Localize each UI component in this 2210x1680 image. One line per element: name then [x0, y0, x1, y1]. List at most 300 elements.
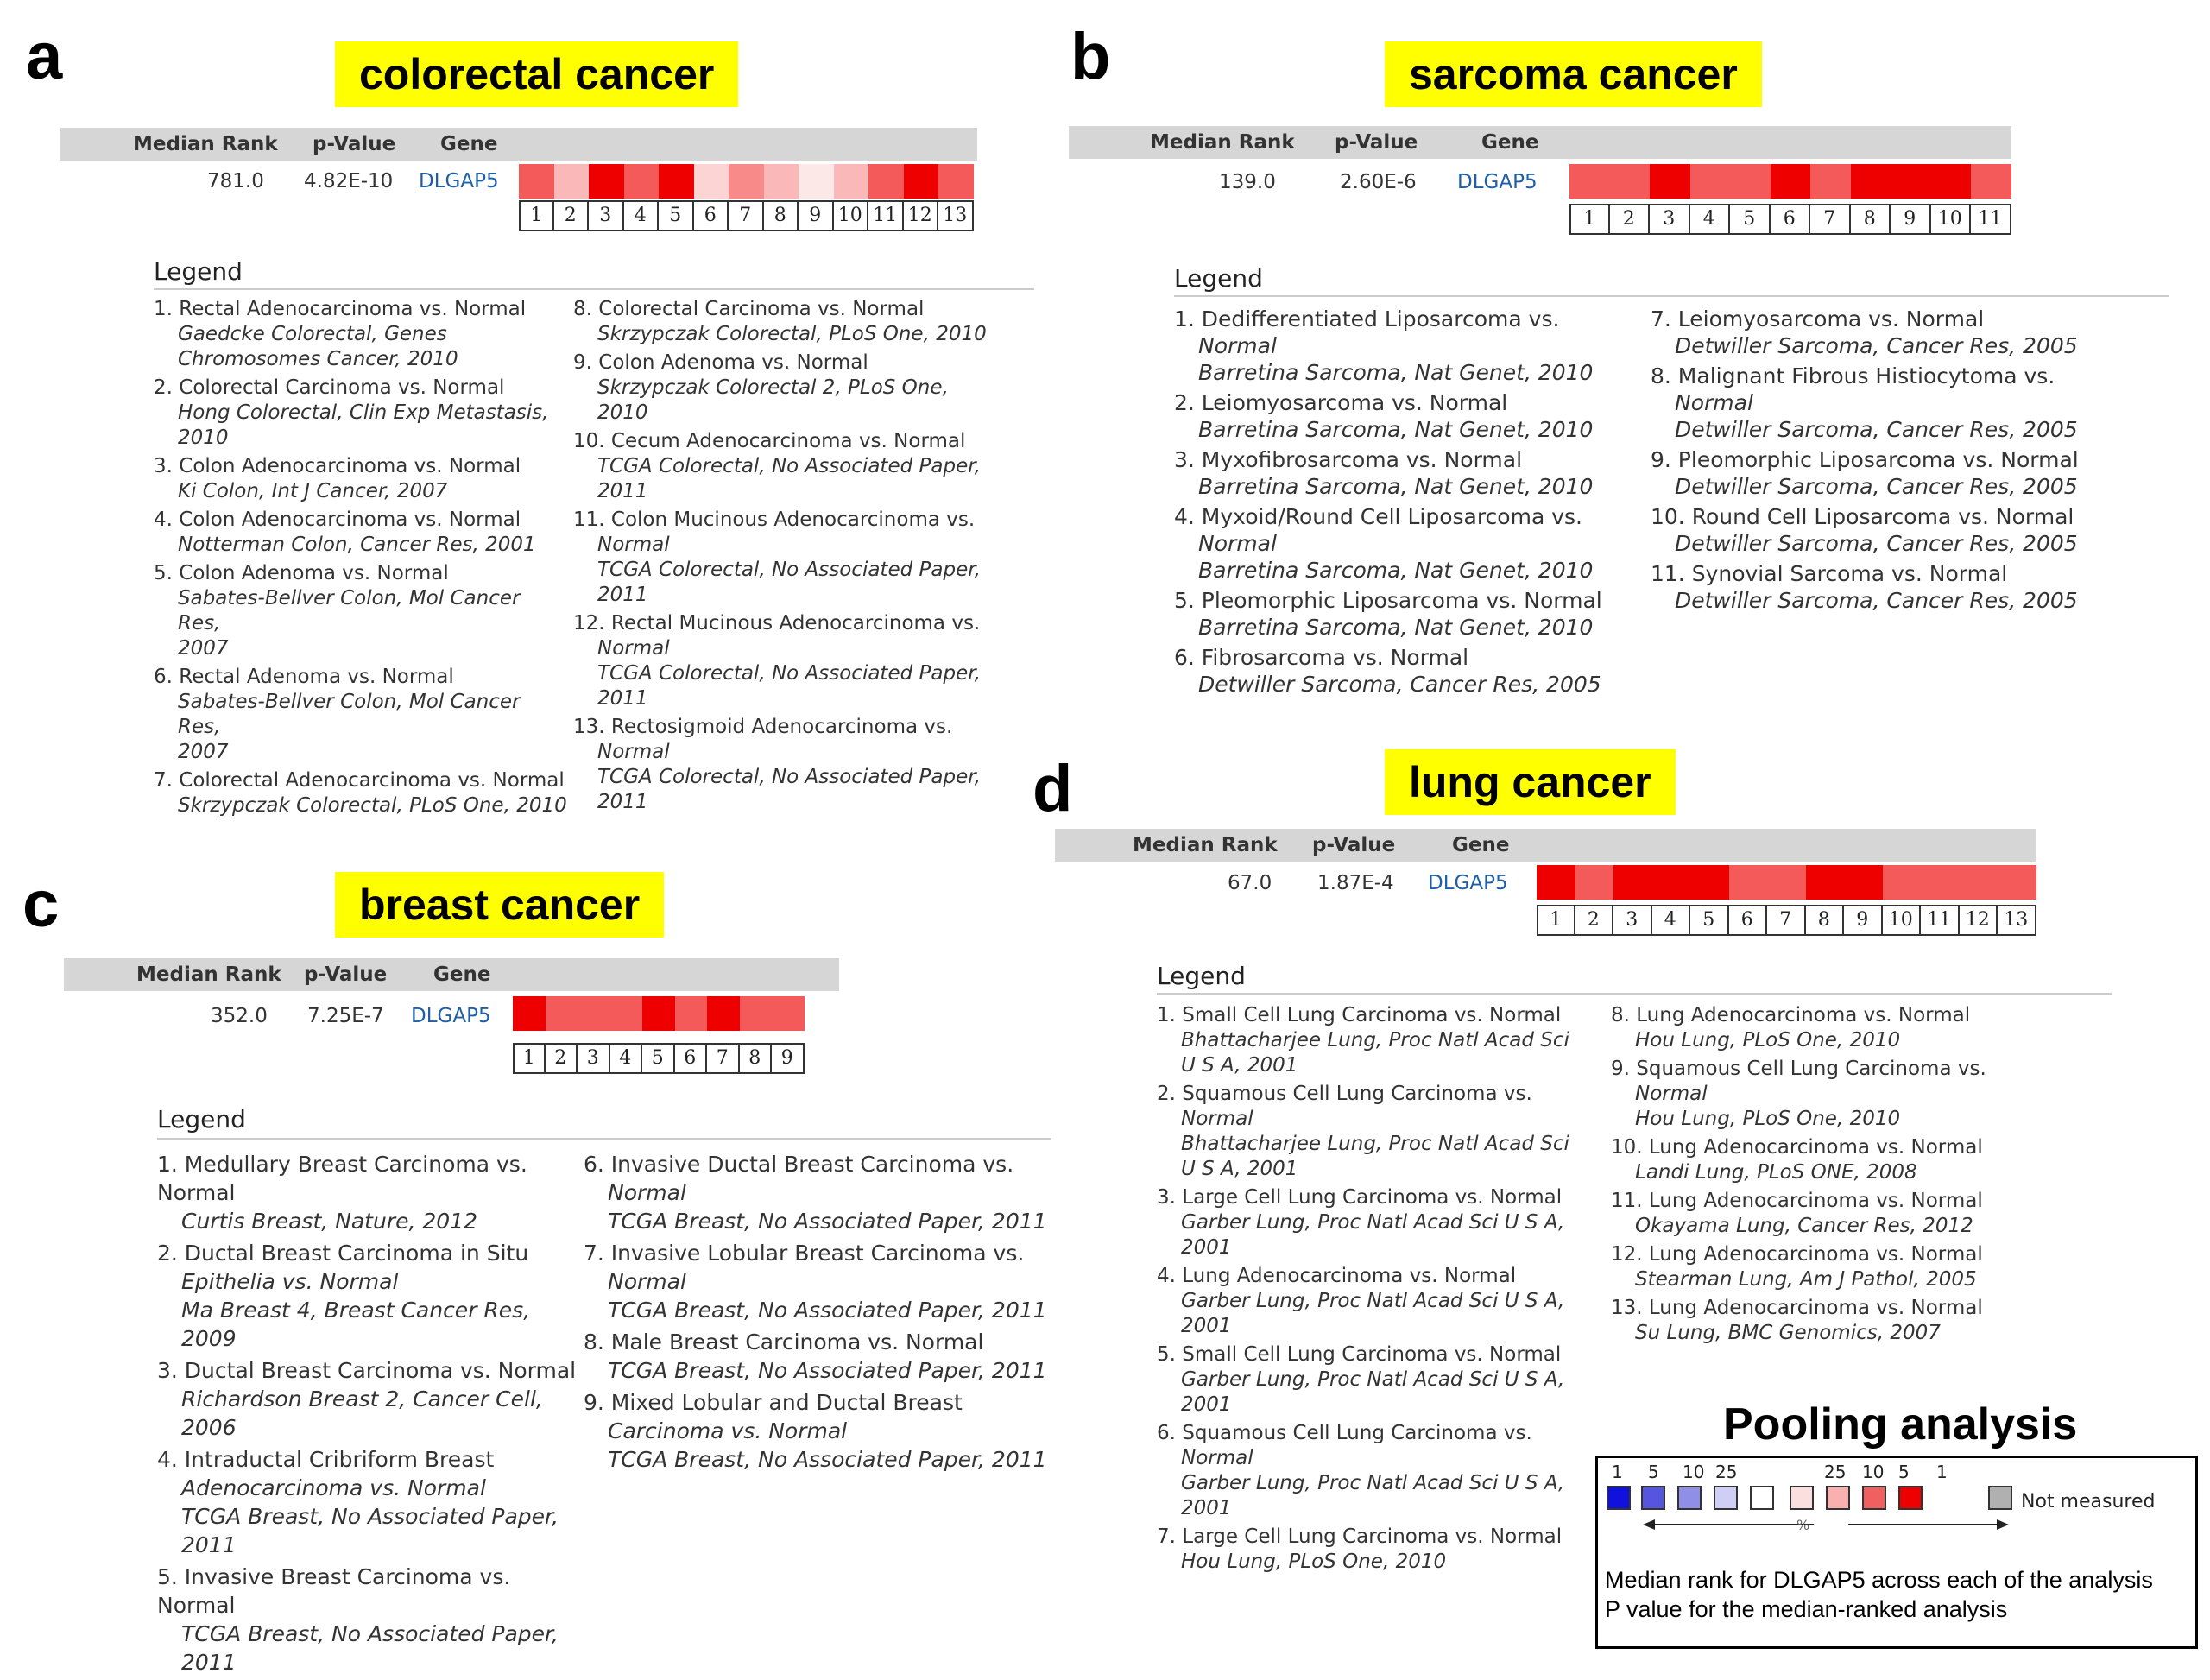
legend-item: [1157, 1185, 1606, 1260]
scale-swatch-not-measured: [1988, 1486, 2012, 1510]
legend-item: [1174, 644, 1623, 698]
legend-divider: [1174, 295, 2169, 297]
analysis-number: 6: [675, 1043, 708, 1074]
legend-item-title: 9. Mixed Lobular and Ductal Breast: [584, 1390, 963, 1415]
analysis-number: 6: [694, 200, 729, 231]
gene-header: Gene: [433, 963, 491, 986]
legend-item-source: Normal: [608, 1269, 686, 1294]
scale-number: 25: [1824, 1462, 1847, 1482]
legend-item: [1157, 1082, 1606, 1182]
analysis-number: 2: [554, 200, 590, 231]
legend-item-title: 8. Colorectal Carcinoma vs. Normal: [573, 298, 925, 320]
heatmap-strip: [519, 164, 974, 199]
legend-column-right: [584, 1150, 1050, 1477]
heatmap-cell: [707, 996, 740, 1031]
analysis-number: 1: [1569, 204, 1610, 235]
p-value-value: 7.25E-7: [307, 1005, 384, 1027]
heatmap-cell: [1729, 865, 1768, 900]
legend-item-source: Notterman Colon, Cancer Res, 2001: [178, 534, 536, 556]
legend-item-source: Ki Colon, Int J Cancer, 2007: [178, 480, 448, 502]
analysis-number: 12: [1960, 905, 1998, 936]
analysis-number: 8: [764, 200, 799, 231]
legend-item-source: Garber Lung, Proc Natl Acad Sci U S A,: [1181, 1290, 1565, 1312]
legend-item: [157, 1445, 580, 1559]
legend-item: [1174, 389, 1623, 443]
legend-item: [1651, 306, 2100, 359]
legend-item: [584, 1388, 1050, 1474]
legend-item: [1651, 503, 2100, 557]
legend-item: [1157, 1264, 1606, 1339]
legend-item-source: TCGA Breast, No Associated Paper, 2011: [608, 1447, 1047, 1472]
legend-item-source: Okayama Lung, Cancer Res, 2012: [1635, 1215, 1973, 1237]
legend-item-source: TCGA Breast, No Associated Paper, 2011: [181, 1504, 559, 1557]
legend-item-source: Normal: [597, 534, 670, 556]
heatmap-cell: [1883, 865, 1922, 900]
legend-item-title: 7. Large Cell Lung Carcinoma vs. Normal: [1157, 1525, 1563, 1548]
legend-title: Legend: [157, 1105, 246, 1134]
legend-item: [1611, 1189, 2060, 1239]
legend-item-title: 2. Leiomyosarcoma vs. Normal: [1174, 390, 1508, 415]
legend-item: [573, 611, 1005, 711]
p-value-header: p-Value: [1335, 131, 1418, 154]
legend-item-source: Detwiller Sarcoma, Cancer Res, 2005: [1675, 531, 2078, 556]
legend-item: [154, 665, 568, 765]
legend-item-source: 2001: [1181, 1393, 1232, 1416]
heatmap-cell: [1767, 865, 1806, 900]
analysis-number: 7: [729, 200, 764, 231]
legend-item-source: Bhattacharjee Lung, Proc Natl Acad Sci: [1181, 1133, 1569, 1155]
panel-title: colorectal cancer: [335, 41, 738, 107]
scale-arrow-icon: [1641, 1515, 2021, 1534]
panel-label-d: d: [1032, 752, 1073, 825]
heatmap-cell: [1730, 164, 1771, 199]
legend-item-source: Normal: [1635, 1083, 1708, 1105]
gene-header: Gene: [1481, 131, 1539, 154]
legend-item-source: Garber Lung, Proc Natl Acad Sci U S A,: [1181, 1211, 1565, 1234]
legend-item-source: Detwiller Sarcoma, Cancer Res, 2005: [1675, 588, 2078, 613]
legend-item-title: 1. Dedifferentiated Liposarcoma vs.: [1174, 306, 1560, 332]
heatmap-cell: [519, 164, 554, 199]
legend-item: [1611, 1135, 2060, 1185]
legend-item-source: TCGA Breast, No Associated Paper, 2011: [181, 1621, 559, 1675]
analysis-number: 9: [799, 200, 834, 231]
scale-swatch-blue: [1641, 1486, 1665, 1510]
legend-column-right: [573, 297, 1005, 818]
heatmap-cell: [834, 164, 869, 199]
analysis-number: 8: [740, 1043, 773, 1074]
analysis-number: 4: [1690, 204, 1731, 235]
legend-item-title: 5. Invasive Breast Carcinoma vs. Normal: [157, 1564, 511, 1618]
scale-number: 10: [1683, 1462, 1705, 1482]
heatmap-strip: [1537, 865, 2036, 900]
heatmap-cell: [642, 996, 675, 1031]
legend-item: [573, 351, 1005, 426]
legend-item: [1651, 560, 2100, 614]
legend-item-source: Garber Lung, Proc Natl Acad Sci U S A,: [1181, 1472, 1565, 1494]
legend-item: [1157, 1421, 1606, 1521]
pooling-desc-line1: Median rank for DLGAP5 across each of the analysis: [1605, 1567, 2153, 1593]
legend-item-title: 3. Ductal Breast Carcinoma vs. Normal: [157, 1358, 577, 1383]
legend-divider: [157, 1138, 1051, 1140]
legend-item: [584, 1239, 1050, 1324]
scale-number: 5: [1648, 1462, 1659, 1482]
legend-item-source: 2007: [178, 637, 229, 660]
legend-item-title: 11. Colon Mucinous Adenocarcinoma vs.: [573, 508, 976, 531]
legend-item-source: Adenocarcinoma vs. Normal: [181, 1475, 486, 1500]
scale-number: 5: [1898, 1462, 1910, 1482]
heatmap-cell: [764, 164, 799, 199]
legend-item: [1174, 503, 1623, 584]
heatmap-strip: [513, 996, 805, 1031]
legend-item: [154, 454, 568, 504]
scale-swatch-red: [1898, 1486, 1923, 1510]
legend-title: Legend: [1157, 962, 1246, 990]
heatmap-cell: [1960, 865, 1998, 900]
scale-number: 1: [1936, 1462, 1948, 1482]
gene-link[interactable]: DLGAP5: [1457, 171, 1538, 193]
legend-item-source: 2010: [178, 426, 229, 449]
legend-item-source: Gaedcke Colorectal, Genes: [178, 323, 447, 345]
analysis-number: 1: [519, 200, 554, 231]
gene-link[interactable]: DLGAP5: [1428, 872, 1508, 894]
heatmap-cell: [904, 164, 939, 199]
heatmap-cell: [1575, 865, 1614, 900]
heatmap-cell: [1569, 164, 1610, 199]
legend-item-source: TCGA Colorectal, No Associated Paper,: [597, 766, 981, 788]
legend-item-title: 8. Lung Adenocarcinoma vs. Normal: [1611, 1004, 1971, 1026]
legend-item-source: Barretina Sarcoma, Nat Genet, 2010: [1198, 615, 1594, 640]
panel-label-c: c: [22, 868, 60, 941]
legend-item-title: 10. Round Cell Liposarcoma vs. Normal: [1651, 504, 2074, 529]
analysis-number: 4: [610, 1043, 643, 1074]
legend-item-title: 11. Synovial Sarcoma vs. Normal: [1651, 561, 2008, 586]
analysis-number: 3: [578, 1043, 610, 1074]
pooling-legend-box: [1595, 1456, 2198, 1649]
p-value-header: p-Value: [313, 133, 396, 155]
gene-header: Gene: [440, 133, 498, 155]
legend-item-title: 5. Colon Adenoma vs. Normal: [154, 562, 449, 584]
not-measured-label: Not measured: [2021, 1491, 2156, 1513]
legend-item: [1611, 1296, 2060, 1346]
gene-link[interactable]: DLGAP5: [419, 170, 499, 193]
analysis-number: 13: [938, 200, 974, 231]
legend-divider: [1157, 993, 2112, 995]
gene-link[interactable]: DLGAP5: [411, 1005, 491, 1027]
analysis-number: 9: [772, 1043, 805, 1074]
legend-item-source: U S A, 2001: [1181, 1054, 1298, 1077]
legend-item-title: 6. Fibrosarcoma vs. Normal: [1174, 645, 1469, 670]
legend-item-source: Richardson Breast 2, Cancer Cell, 2006: [181, 1386, 543, 1440]
legend-item: [1611, 1003, 2060, 1053]
heatmap-strip: [1569, 164, 2011, 199]
legend-item-source: Barretina Sarcoma, Nat Genet, 2010: [1198, 474, 1594, 499]
legend-item-title: 3. Colon Adenocarcinoma vs. Normal: [154, 455, 521, 477]
analysis-number: 2: [546, 1043, 578, 1074]
legend-item-source: Normal: [1181, 1108, 1253, 1130]
heatmap-cell: [1921, 865, 1960, 900]
legend-item: [584, 1328, 1050, 1385]
analysis-number: 5: [642, 1043, 675, 1074]
heatmap-cell: [868, 164, 904, 199]
heatmap-cell: [694, 164, 729, 199]
legend-item-source: Su Lung, BMC Genomics, 2007: [1635, 1322, 1941, 1344]
legend-item-source: Normal: [1198, 333, 1277, 358]
legend-item-title: 2. Ductal Breast Carcinoma in Situ: [157, 1241, 529, 1266]
heatmap-cell: [729, 164, 764, 199]
legend-item-title: 1. Medullary Breast Carcinoma vs. Normal: [157, 1152, 527, 1205]
legend-item-title: 2. Colorectal Carcinoma vs. Normal: [154, 376, 505, 399]
legend-item: [157, 1239, 580, 1353]
legend-item-source: Barretina Sarcoma, Nat Genet, 2010: [1198, 417, 1594, 442]
scale-swatch-blue: [1607, 1486, 1631, 1510]
legend-item-source: Normal: [597, 637, 670, 660]
analysis-number-row: [513, 1043, 805, 1074]
heatmap-cell: [1650, 164, 1690, 199]
analysis-number: 3: [1613, 905, 1652, 936]
legend-item-source: Hou Lung, PLoS One, 2010: [1635, 1029, 1901, 1052]
heatmap-cell: [1610, 164, 1651, 199]
legend-title: Legend: [154, 257, 243, 286]
heatmap-cell: [1891, 164, 1931, 199]
legend-item-title: 10. Cecum Adenocarcinoma vs. Normal: [573, 430, 966, 452]
legend-item: [154, 297, 568, 372]
median-rank-header: Median Rank: [1133, 834, 1278, 856]
analysis-number: 11: [1921, 905, 1960, 936]
heatmap-cell: [1851, 164, 1891, 199]
legend-item-title: 4. Intraductal Cribriform Breast: [157, 1447, 495, 1472]
legend-item: [573, 297, 1005, 347]
legend-item: [1611, 1242, 2060, 1292]
legend-item-source: U S A, 2001: [1181, 1158, 1298, 1180]
heatmap-cell: [1690, 164, 1731, 199]
legend-item-source: TCGA Breast, No Associated Paper, 2011: [608, 1358, 1047, 1383]
median-rank-header: Median Rank: [133, 133, 278, 155]
analysis-number: 8: [1806, 905, 1845, 936]
legend-item-source: Carcinoma vs. Normal: [608, 1418, 848, 1443]
scale-number: 10: [1862, 1462, 1885, 1482]
analysis-number: 1: [513, 1043, 546, 1074]
scale-swatch-blue: [1714, 1486, 1738, 1510]
analysis-number: 10: [1883, 905, 1922, 936]
legend-title: Legend: [1174, 264, 1263, 293]
legend-item-source: Bhattacharjee Lung, Proc Natl Acad Sci: [1181, 1029, 1569, 1052]
scale-number: 1: [1612, 1462, 1623, 1482]
legend-item-source: Normal: [1675, 390, 1753, 415]
heatmap-cell: [938, 164, 974, 199]
legend-item-source: Sabates-Bellver Colon, Mol Cancer Res,: [178, 587, 521, 635]
analysis-number: 6: [1729, 905, 1768, 936]
analysis-number: 12: [904, 200, 939, 231]
legend-item-source: Stearman Lung, Am J Pathol, 2005: [1635, 1268, 1977, 1291]
legend-item-source: Skrzypczak Colorectal, PLoS One, 2010: [178, 794, 567, 817]
legend-item-source: 2001: [1181, 1236, 1232, 1259]
pooling-title: Pooling analysis: [1723, 1399, 2078, 1449]
scale-swatch-blue: [1677, 1486, 1702, 1510]
legend-item-title: 7. Invasive Lobular Breast Carcinoma vs.: [584, 1241, 1025, 1266]
legend-item-source: 2007: [178, 741, 229, 763]
legend-item-title: 4. Lung Adenocarcinoma vs. Normal: [1157, 1265, 1517, 1287]
analysis-number: 8: [1851, 204, 1891, 235]
legend-item-source: Normal: [608, 1180, 686, 1205]
heatmap-cell: [624, 164, 660, 199]
legend-item-source: Hou Lung, PLoS One, 2010: [1181, 1551, 1447, 1573]
percent-label: %: [1796, 1517, 1810, 1533]
legend-item-title: 13. Rectosigmoid Adenocarcinoma vs.: [573, 716, 953, 738]
legend-item-source: Chromosomes Cancer, 2010: [178, 348, 458, 370]
legend-item-title: 2. Squamous Cell Lung Carcinoma vs.: [1157, 1083, 1532, 1105]
median-rank-value: 352.0: [211, 1005, 268, 1027]
analysis-number: 7: [1767, 905, 1806, 936]
heatmap-cell: [589, 164, 624, 199]
p-value-value: 2.60E-6: [1340, 171, 1417, 193]
median-rank-value: 781.0: [207, 170, 264, 193]
analysis-number: 5: [1690, 905, 1729, 936]
legend-item: [573, 429, 1005, 504]
panel-title: lung cancer: [1385, 749, 1676, 815]
legend-item-title: 9. Colon Adenoma vs. Normal: [573, 351, 868, 374]
analysis-number-row: [519, 200, 974, 231]
legend-item: [1174, 587, 1623, 641]
legend-column-left: [154, 297, 568, 822]
heatmap-cell: [772, 996, 805, 1031]
legend-item: [154, 768, 568, 818]
scale-swatch-red: [1790, 1486, 1814, 1510]
heatmap-cell: [546, 996, 578, 1031]
legend-item-source: Normal: [1181, 1447, 1253, 1469]
analysis-number: 7: [707, 1043, 740, 1074]
analysis-number: 1: [1537, 905, 1575, 936]
heatmap-cell: [1690, 865, 1729, 900]
legend-item-title: 3. Myxofibrosarcoma vs. Normal: [1174, 447, 1523, 472]
analysis-number: 13: [1998, 905, 2036, 936]
legend-item-source: 2001: [1181, 1497, 1232, 1519]
legend-item-title: 13. Lung Adenocarcinoma vs. Normal: [1611, 1297, 1983, 1319]
heatmap-cell: [799, 164, 834, 199]
legend-item-title: 1. Small Cell Lung Carcinoma vs. Normal: [1157, 1004, 1562, 1026]
heatmap-cell: [1931, 164, 1972, 199]
legend-item-source: Skrzypczak Colorectal, PLoS One, 2010: [597, 323, 987, 345]
legend-item: [154, 561, 568, 661]
analysis-number: 3: [1650, 204, 1690, 235]
legend-item-title: 6. Squamous Cell Lung Carcinoma vs.: [1157, 1422, 1532, 1444]
legend-item-source: Sabates-Bellver Colon, Mol Cancer Res,: [178, 691, 521, 738]
heatmap-cell: [1844, 865, 1883, 900]
heatmap-cell: [578, 996, 610, 1031]
analysis-number: 11: [868, 200, 904, 231]
median-rank-value: 67.0: [1228, 872, 1272, 894]
analysis-number: 4: [1652, 905, 1691, 936]
analysis-number: 10: [1931, 204, 1972, 235]
legend-column-right: [1651, 306, 2100, 617]
analysis-number: 2: [1575, 905, 1614, 936]
analysis-number: 6: [1771, 204, 1811, 235]
legend-item-title: 4. Colon Adenocarcinoma vs. Normal: [154, 508, 521, 531]
legend-item-source: TCGA Breast, No Associated Paper, 2011: [608, 1298, 1047, 1323]
heatmap-cell: [675, 996, 708, 1031]
heatmap-cell: [1537, 865, 1575, 900]
legend-item-title: 12. Lung Adenocarcinoma vs. Normal: [1611, 1243, 1983, 1266]
scale-swatch-white: [1750, 1486, 1774, 1510]
legend-column-right: [1611, 1003, 2060, 1349]
heatmap-cell: [1998, 865, 2036, 900]
median-rank-header: Median Rank: [136, 963, 281, 986]
heatmap-cell: [659, 164, 694, 199]
legend-item-title: 1. Rectal Adenocarcinoma vs. Normal: [154, 298, 527, 320]
legend-item-title: 9. Squamous Cell Lung Carcinoma vs.: [1611, 1058, 1986, 1080]
legend-item-title: 5. Pleomorphic Liposarcoma vs. Normal: [1174, 588, 1602, 613]
legend-item-source: Hong Colorectal, Clin Exp Metastasis,: [178, 401, 549, 424]
legend-item-source: Detwiller Sarcoma, Cancer Res, 2005: [1675, 474, 2078, 499]
legend-item: [1157, 1342, 1606, 1418]
pooling-desc-line2: P value for the median-ranked analysis: [1605, 1596, 2008, 1622]
heatmap-cell: [1613, 865, 1652, 900]
legend-item-title: 4. Myxoid/Round Cell Liposarcoma vs.: [1174, 504, 1582, 529]
legend-item-title: 9. Pleomorphic Liposarcoma vs. Normal: [1651, 447, 2079, 472]
legend-item-source: Barretina Sarcoma, Nat Genet, 2010: [1198, 360, 1594, 385]
median-rank-value: 139.0: [1219, 171, 1276, 193]
legend-item: [157, 1356, 580, 1442]
legend-item: [1174, 446, 1623, 500]
legend-item-source: Detwiller Sarcoma, Cancer Res, 2005: [1675, 417, 2078, 442]
scale-swatch-red: [1826, 1486, 1850, 1510]
legend-item-source: 2011: [597, 791, 648, 813]
legend-item-source: Epithelia vs. Normal: [181, 1269, 399, 1294]
analysis-number: 10: [834, 200, 869, 231]
legend-column-left: [1174, 306, 1623, 701]
legend-column-left: [1157, 1003, 1606, 1578]
legend-item: [157, 1150, 580, 1235]
heatmap-cell: [1806, 865, 1845, 900]
heatmap-cell: [1652, 865, 1691, 900]
legend-item-title: 3. Large Cell Lung Carcinoma vs. Normal: [1157, 1186, 1563, 1209]
legend-item-source: Ma Breast 4, Breast Cancer Res, 2009: [181, 1298, 531, 1351]
legend-item-source: 2001: [1181, 1315, 1232, 1337]
scale-number: 25: [1715, 1462, 1738, 1482]
legend-item-source: Normal: [1198, 531, 1277, 556]
analysis-number: 9: [1891, 204, 1931, 235]
legend-item-source: 2011: [597, 687, 648, 710]
legend-item-title: 11. Lung Adenocarcinoma vs. Normal: [1611, 1190, 1983, 1212]
analysis-number: 5: [1730, 204, 1771, 235]
legend-divider: [154, 288, 1034, 290]
legend-item: [1611, 1057, 2060, 1132]
analysis-number-row: [1537, 905, 2036, 936]
legend-item-source: 2011: [597, 584, 648, 606]
p-value-header: p-Value: [304, 963, 388, 986]
legend-item-title: 12. Rectal Mucinous Adenocarcinoma vs.: [573, 612, 981, 635]
legend-item-source: Hou Lung, PLoS One, 2010: [1635, 1108, 1901, 1130]
legend-item-source: TCGA Colorectal, No Associated Paper,: [597, 559, 981, 581]
analysis-number: 4: [624, 200, 660, 231]
legend-item: [1157, 1525, 1606, 1575]
legend-item-title: 5. Small Cell Lung Carcinoma vs. Normal: [1157, 1343, 1562, 1366]
panel-title: sarcoma cancer: [1385, 41, 1762, 107]
legend-item-source: Barretina Sarcoma, Nat Genet, 2010: [1198, 558, 1594, 583]
legend-item-title: 10. Lung Adenocarcinoma vs. Normal: [1611, 1136, 1983, 1159]
legend-item-source: TCGA Breast, No Associated Paper, 2011: [608, 1209, 1047, 1234]
legend-item-source: Landi Lung, PLoS ONE, 2008: [1635, 1161, 1917, 1184]
legend-item-source: Normal: [597, 741, 670, 763]
median-rank-header: Median Rank: [1150, 131, 1295, 154]
heatmap-cell: [554, 164, 590, 199]
legend-item-source: Detwiller Sarcoma, Cancer Res, 2005: [1675, 333, 2078, 358]
legend-item: [573, 715, 1005, 815]
scale-swatch-red: [1862, 1486, 1886, 1510]
panel-label-a: a: [26, 20, 63, 93]
legend-item-source: TCGA Colorectal, No Associated Paper,: [597, 455, 981, 477]
panel-title: breast cancer: [335, 872, 664, 938]
legend-item-source: TCGA Colorectal, No Associated Paper,: [597, 662, 981, 685]
